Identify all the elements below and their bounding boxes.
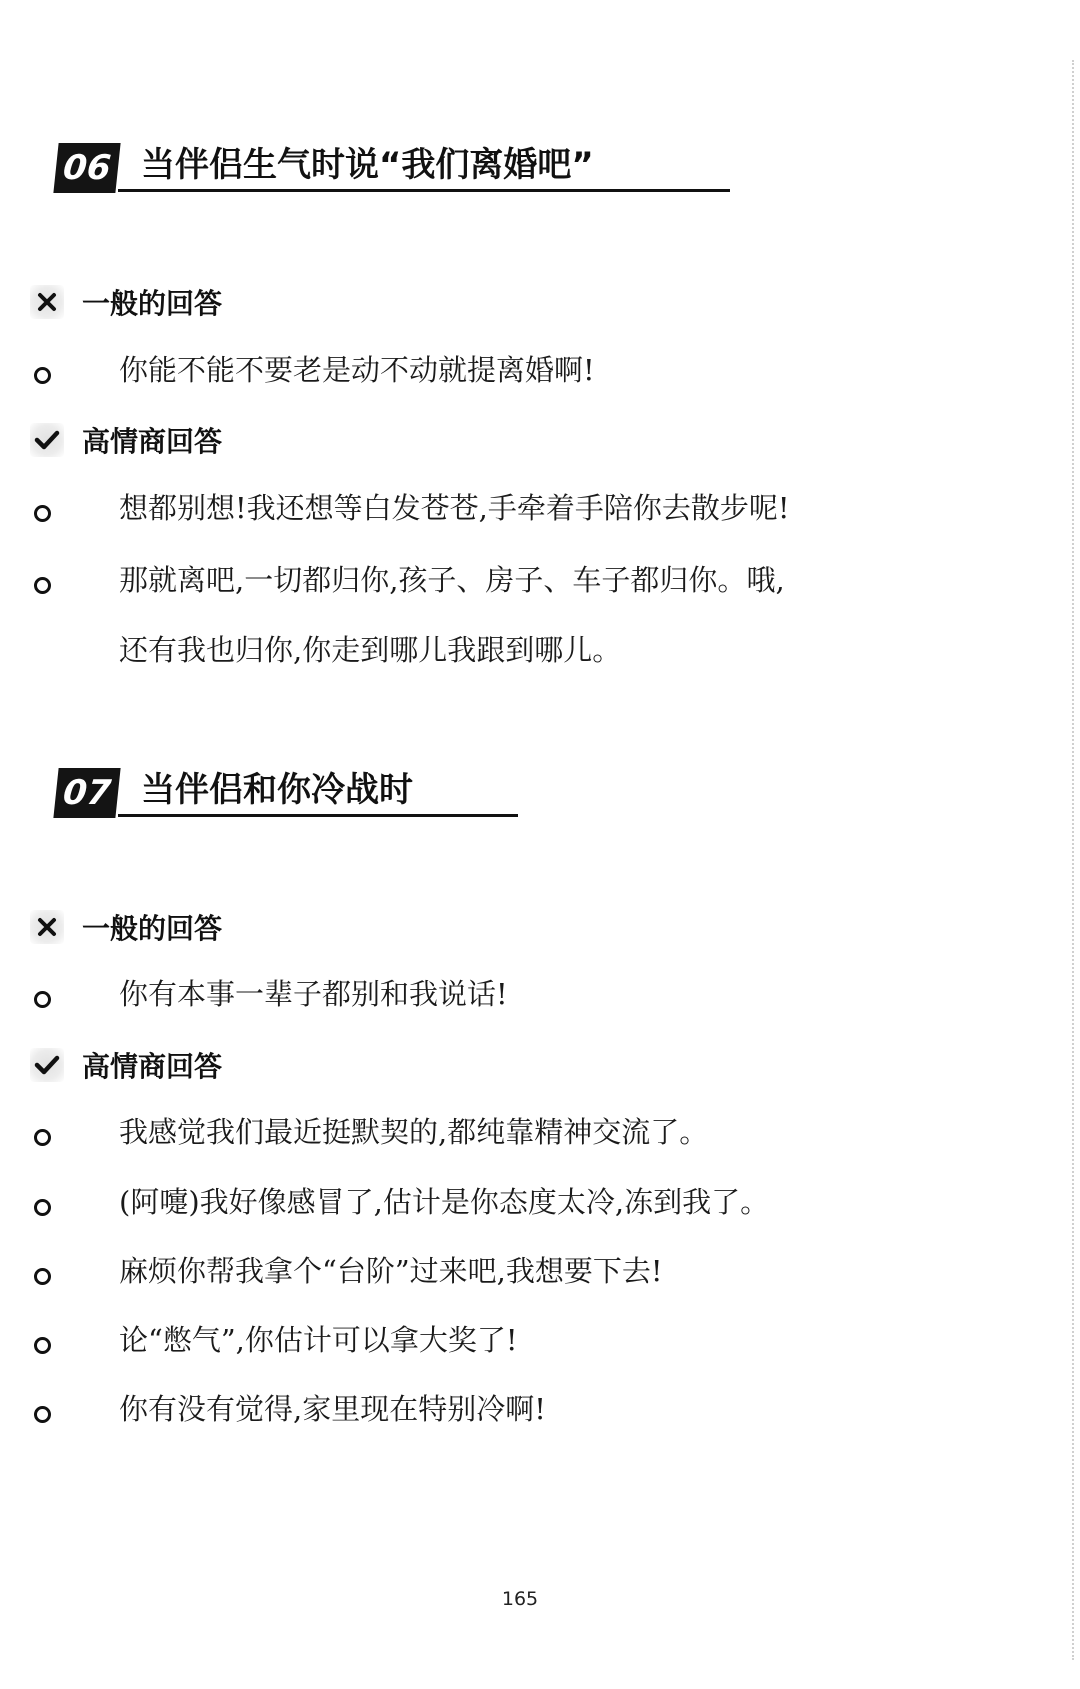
- section-title: 当伴侣和你冷战时: [141, 770, 413, 810]
- page-edge-dots: [1070, 60, 1074, 1660]
- check-icon: [30, 423, 64, 457]
- cross-icon: [30, 285, 64, 319]
- item-text: 我感觉我们最近挺默契的,都纯靠精神交流了。: [119, 1115, 709, 1149]
- section-number: 07: [53, 768, 120, 818]
- item-text: 麻烦你帮我拿个“台阶”过来吧,我想要下去!: [119, 1254, 663, 1288]
- circle-bullet-icon: [34, 1268, 51, 1285]
- item-text: 那就离吧,一切都归你,孩子、房子、车子都归你。哦,: [119, 563, 785, 597]
- section-number: 06: [53, 143, 120, 193]
- circle-bullet-icon: [34, 1337, 51, 1354]
- item-text: 你有没有觉得,家里现在特别冷啊!: [119, 1392, 546, 1426]
- circle-bullet-icon: [34, 367, 51, 384]
- general-answer-heading: [30, 282, 222, 322]
- section-underline: [118, 189, 730, 192]
- circle-bullet-icon: [34, 1129, 51, 1146]
- circle-bullet-icon: [34, 991, 51, 1008]
- general-answer-label: 一般的回答: [82, 912, 223, 945]
- general-answer-label: 一般的回答: [82, 287, 223, 320]
- section-underline: [118, 814, 518, 817]
- circle-bullet-icon: [34, 1406, 51, 1423]
- item-text: 你有本事一辈子都别和我说话!: [119, 977, 508, 1011]
- eq-answer-heading: [30, 420, 222, 460]
- item-text: 你能不能不要老是动不动就提离婚啊!: [119, 353, 595, 387]
- cross-icon: [30, 910, 64, 944]
- circle-bullet-icon: [34, 505, 51, 522]
- item-text: (阿嚏)我好像感冒了,估计是你态度太冷,冻到我了。: [119, 1185, 770, 1219]
- check-icon: [30, 1048, 64, 1082]
- circle-bullet-icon: [34, 1199, 51, 1216]
- eq-answer-heading: [30, 1045, 222, 1085]
- eq-answer-label: 高情商回答: [82, 1050, 223, 1083]
- item-text: 想都别想!我还想等白发苍苍,手牵着手陪你去散步呢!: [119, 491, 790, 525]
- section-title: 当伴侣生气时说“我们离婚吧”: [141, 145, 594, 185]
- eq-answer-label: 高情商回答: [82, 425, 223, 458]
- general-answer-heading: [30, 907, 222, 947]
- page-number: 165: [501, 1588, 539, 1610]
- item-text: 论“憋气”,你估计可以拿大奖了!: [119, 1323, 518, 1357]
- item-text: 还有我也归你,你走到哪儿我跟到哪儿。: [119, 633, 622, 667]
- circle-bullet-icon: [34, 577, 51, 594]
